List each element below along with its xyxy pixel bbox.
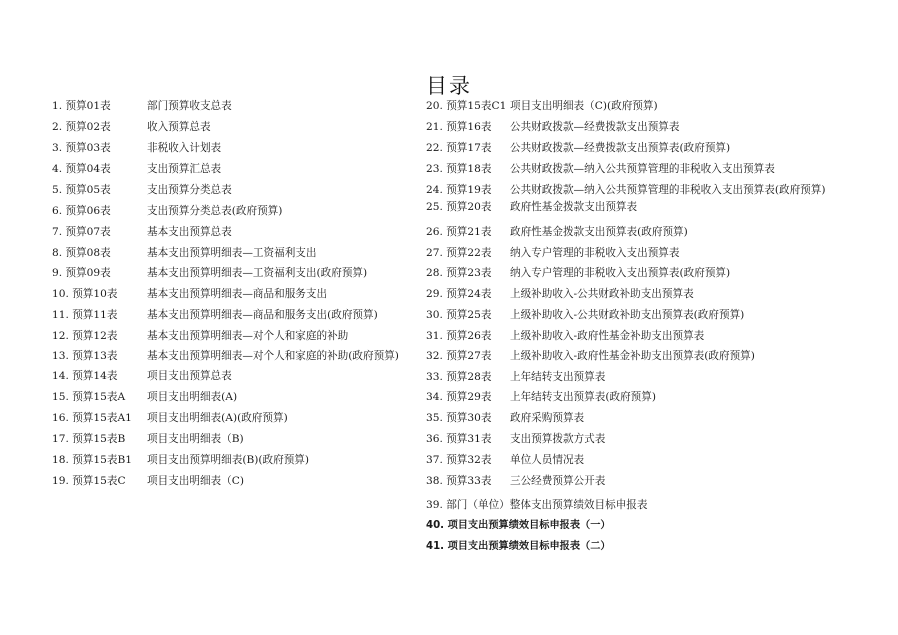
toc-entry-number: 39. 部门（单位）整体支出预算绩效目标申报表 — [426, 499, 648, 511]
toc-entry-title: 上级补助收入-政府性基金补助支出预算表(政府预算) — [510, 350, 755, 362]
toc-entry-title: 项目支出明细表（B) — [147, 433, 244, 445]
toc-entry-number: 29. 预算24表 — [426, 288, 492, 300]
toc-entry-title: 基本支出预算总表 — [147, 226, 232, 238]
toc-entry-number: 21. 预算16表 — [426, 121, 492, 133]
toc-entry-title: 项目支出预算明细表(B)(政府预算) — [147, 454, 310, 466]
toc-entry-number: 2. 预算02表 — [52, 121, 111, 133]
toc-entry-number: 20. 预算15表C1 — [426, 100, 507, 112]
toc-entry-title: 政府性基金拨款支出预算表(政府预算) — [510, 226, 688, 238]
toc-entry-number: 30. 预算25表 — [426, 309, 492, 321]
page-title: 目录 — [426, 74, 472, 98]
toc-entry-number: 35. 预算30表 — [426, 412, 492, 424]
toc-entry-number: 11. 预算11表 — [52, 309, 118, 321]
toc-entry-title: 政府性基金拨款支出预算表 — [510, 201, 638, 213]
toc-entry-title: 纳入专户管理的非税收入支出预算表(政府预算) — [510, 267, 731, 279]
toc-entry-title: 上级补助收入-公共财政补助支出预算表(政府预算) — [510, 309, 745, 321]
toc-entry-number: 5. 预算05表 — [52, 184, 111, 196]
toc-entry-number: 19. 预算15表C — [52, 475, 126, 487]
toc-entry-title: 公共财政拨款—纳入公共预算管理的非税收入支出预算表(政府预算) — [510, 184, 826, 196]
toc-entry-number: 33. 预算28表 — [426, 371, 492, 383]
toc-entry — [426, 517, 611, 535]
toc-entry-title: 公共财政拨款—纳入公共预算管理的非税收入支出预算表 — [510, 163, 775, 175]
toc-entry-title: 项目支出明细表（C)(政府预算) — [510, 100, 658, 112]
toc-entry-number: 9. 预算09表 — [52, 267, 111, 279]
toc-entry-number: 22. 预算17表 — [426, 142, 492, 154]
toc-entry-number: 16. 预算15表A1 — [52, 412, 132, 424]
toc-entry-title: 支出预算分类总表(政府预算) — [147, 205, 283, 217]
toc-entry-number: 25. 预算20表 — [426, 201, 492, 213]
toc-entry-number: 14. 预算14表 — [52, 370, 118, 382]
toc-entry-number: 41. 项目支出预算绩效目标申报表（二） — [426, 541, 611, 552]
toc-entry-title: 公共财政拨款—经费拨款支出预算表(政府预算) — [510, 142, 731, 154]
toc-entry-title: 基本支出预算明细表—对个人和家庭的补助 — [147, 330, 349, 342]
toc-entry-number: 27. 预算22表 — [426, 247, 492, 259]
toc-entry-number: 26. 预算21表 — [426, 226, 492, 238]
toc-entry-title: 支出预算分类总表 — [147, 184, 232, 196]
toc-entry-number: 34. 预算29表 — [426, 391, 492, 403]
toc-entry-number: 3. 预算03表 — [52, 142, 111, 154]
toc-entry-number: 1. 预算01表 — [52, 100, 111, 112]
toc-entry-title: 项目支出明细表(A) — [147, 391, 238, 403]
toc-entry-title: 纳入专户管理的非税收入支出预算表 — [510, 247, 680, 259]
toc-entry — [426, 496, 648, 514]
toc-entry-number: 23. 预算18表 — [426, 163, 492, 175]
toc-entry-title: 上级补助收入-公共财政补助支出预算表 — [510, 288, 694, 300]
toc-entry-title: 项目支出明细表（C) — [147, 475, 244, 487]
toc-entry-number: 10. 预算10表 — [52, 288, 118, 300]
toc-entry-title: 项目支出明细表(A)(政府预算) — [147, 412, 288, 424]
toc-entry-title: 基本支出预算明细表—商品和服务支出 — [147, 288, 328, 300]
toc-entry-number: 32. 预算27表 — [426, 350, 492, 362]
toc-entry-number: 7. 预算07表 — [52, 226, 111, 238]
toc-entry-title: 政府采购预算表 — [510, 412, 585, 424]
toc-entry-title: 单位人员情况表 — [510, 454, 585, 466]
toc-entry-number: 37. 预算32表 — [426, 454, 492, 466]
toc-entry-title: 上年结转支出预算表(政府预算) — [510, 391, 656, 403]
toc-entry-title: 基本支出预算明细表—对个人和家庭的补助(政府预算) — [147, 350, 399, 362]
toc-entry-title: 收入预算总表 — [147, 121, 211, 133]
toc-entry-title: 基本支出预算明细表—工资福利支出 — [147, 247, 317, 259]
toc-entry-number: 18. 预算15表B1 — [52, 454, 133, 466]
toc-entry-number: 40. 项目支出预算绩效目标申报表（一） — [426, 520, 611, 531]
toc-entry-number: 6. 预算06表 — [52, 205, 111, 217]
toc-entry-title: 支出预算拨款方式表 — [510, 433, 606, 445]
toc-entry-title: 基本支出预算明细表—工资福利支出(政府预算) — [147, 267, 368, 279]
toc-entry-title: 公共财政拨款—经费拨款支出预算表 — [510, 121, 680, 133]
toc-entry-number: 28. 预算23表 — [426, 267, 492, 279]
toc-entry-number: 36. 预算31表 — [426, 433, 492, 445]
toc-entry-number: 17. 预算15表B — [52, 433, 126, 445]
toc-entry-title: 上级补助收入-政府性基金补助支出预算表 — [510, 330, 705, 342]
toc-entry — [426, 538, 611, 556]
toc-entry-title: 三公经费预算公开表 — [510, 475, 606, 487]
toc-entry-number: 13. 预算13表 — [52, 350, 118, 362]
toc-entry-number: 24. 预算19表 — [426, 184, 492, 196]
toc-entry-title: 上年结转支出预算表 — [510, 371, 606, 383]
toc-entry-title: 支出预算汇总表 — [147, 163, 222, 175]
toc-entry-number: 15. 预算15表A — [52, 391, 126, 403]
toc-entry-number: 38. 预算33表 — [426, 475, 492, 487]
toc-entry-number: 31. 预算26表 — [426, 330, 492, 342]
toc-entry-title: 非税收入计划表 — [147, 142, 222, 154]
toc-entry-title: 基本支出预算明细表—商品和服务支出(政府预算) — [147, 309, 378, 321]
toc-entry-number: 8. 预算08表 — [52, 247, 111, 259]
toc-entry-number: 12. 预算12表 — [52, 330, 118, 342]
toc-entry-title: 部门预算收支总表 — [147, 100, 232, 112]
toc-entry-title: 项目支出预算总表 — [147, 370, 232, 382]
toc-entry-number: 4. 预算04表 — [52, 163, 111, 175]
